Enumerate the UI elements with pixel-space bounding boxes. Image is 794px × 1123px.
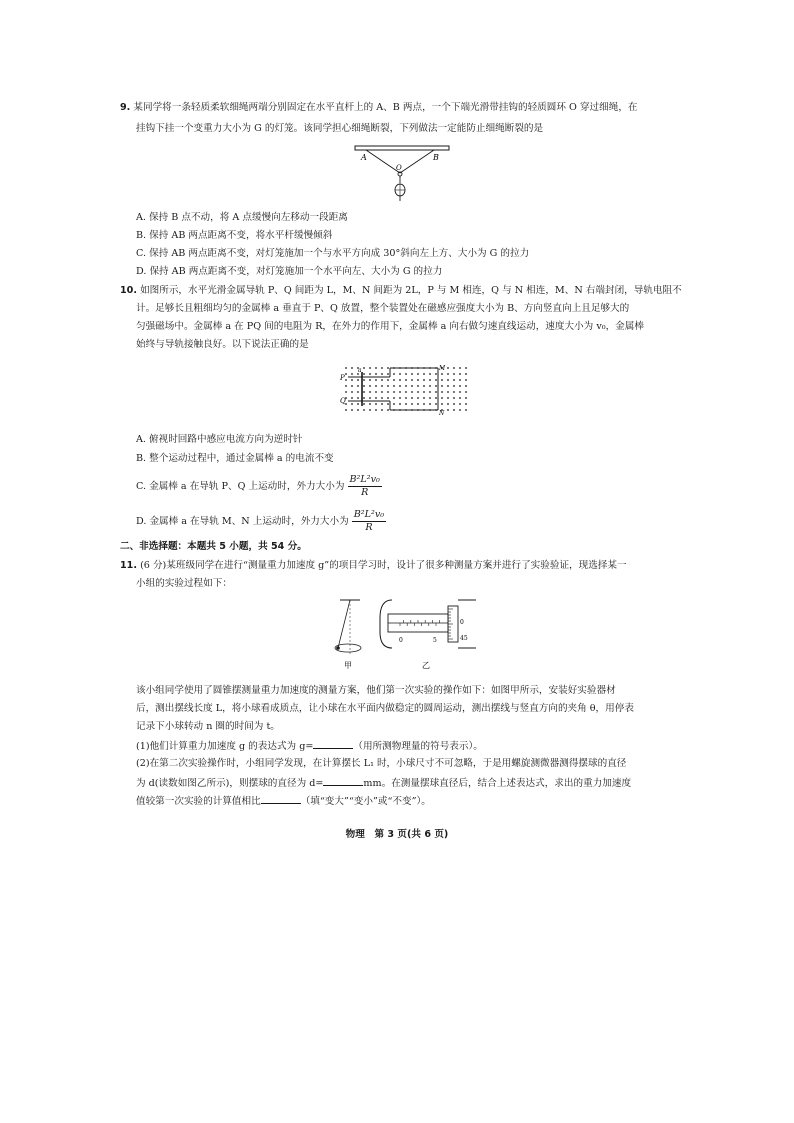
field-dot bbox=[453, 391, 455, 393]
field-dot bbox=[369, 409, 371, 411]
field-dot bbox=[447, 385, 449, 387]
field-dot bbox=[411, 403, 413, 405]
micrometer-frame bbox=[380, 600, 392, 648]
q9-line1 bbox=[120, 101, 638, 115]
label-m: M bbox=[439, 365, 446, 372]
q11-sub2-text-c: 值较第一次实验的计算值相比 bbox=[136, 796, 261, 807]
field-dot bbox=[417, 403, 419, 405]
field-dot bbox=[351, 403, 353, 405]
field-dot bbox=[351, 379, 353, 381]
field-dot bbox=[369, 379, 371, 381]
q10-line4: 始终与导轨接触良好。以下说法正确的是 bbox=[136, 339, 309, 350]
field-dot bbox=[381, 403, 383, 405]
q9-lantern-figure bbox=[350, 143, 454, 203]
field-dot bbox=[435, 397, 437, 399]
field-dot bbox=[369, 385, 371, 387]
field-dot bbox=[453, 409, 455, 411]
field-dot bbox=[345, 385, 347, 387]
field-dot bbox=[369, 373, 371, 375]
field-dot bbox=[465, 391, 467, 393]
field-dot bbox=[429, 403, 431, 405]
q10-line2: 计。足够长且粗细均匀的金属棒 a 垂直于 P、Q 放置，整个装置处在磁感应强度大小为 B、方向竖直向上且足够大的 bbox=[136, 303, 630, 314]
field-dot bbox=[351, 385, 353, 387]
field-dot bbox=[369, 403, 371, 405]
label-rod-a: a bbox=[358, 367, 362, 374]
q11-figures bbox=[330, 596, 480, 672]
field-dot bbox=[381, 373, 383, 375]
field-dot bbox=[399, 379, 401, 381]
field-dot bbox=[447, 409, 449, 411]
field-dot bbox=[375, 391, 377, 393]
sleeve-label-0: 0 bbox=[399, 637, 403, 644]
field-dot bbox=[405, 391, 407, 393]
field-dot bbox=[381, 409, 383, 411]
label-b: B bbox=[433, 153, 439, 162]
field-dot bbox=[435, 373, 437, 375]
q11-sub1-text-b: （用所测物理量的符号表示）。 bbox=[353, 741, 483, 752]
field-dot bbox=[423, 391, 425, 393]
thimble-label-45: 45 bbox=[460, 635, 468, 642]
q9-option-a: A. 保持 B 点不动，将 A 点缓慢向左移动一段距离 bbox=[136, 212, 348, 223]
field-dot bbox=[465, 409, 467, 411]
field-dot bbox=[363, 409, 365, 411]
field-dot bbox=[459, 391, 461, 393]
field-dot bbox=[345, 367, 347, 369]
field-dot bbox=[345, 391, 347, 393]
field-dot bbox=[387, 379, 389, 381]
answer-blank-change[interactable] bbox=[261, 793, 301, 804]
field-dot bbox=[429, 379, 431, 381]
field-dot bbox=[381, 385, 383, 387]
q11-sub2-line2 bbox=[136, 775, 631, 791]
field-dot bbox=[435, 385, 437, 387]
field-dot bbox=[465, 379, 467, 381]
field-dot bbox=[459, 385, 461, 387]
field-dot bbox=[393, 385, 395, 387]
q11-sub2-line1: (2)在第二次实验操作时，小组同学发现，在计算摆长 L₁ 时，小球尺寸不可忽略，于是用螺旋测微器测得摆球的直径 bbox=[136, 758, 627, 769]
field-dot bbox=[411, 379, 413, 381]
pendulum-string bbox=[338, 600, 350, 648]
field-dot bbox=[465, 373, 467, 375]
rope-right bbox=[400, 150, 434, 173]
field-dot bbox=[423, 385, 425, 387]
sleeve-label-5: 5 bbox=[433, 637, 437, 644]
field-dot bbox=[405, 385, 407, 387]
field-dot bbox=[465, 367, 467, 369]
field-dot bbox=[357, 385, 359, 387]
field-dot bbox=[369, 391, 371, 393]
q9-option-b: B. 保持 AB 两点距离不变，将水平杆缓慢倾斜 bbox=[136, 230, 333, 241]
q11-sub2-text-a: 为 d(读数如图乙所示)，则摆球的直径为 d= bbox=[136, 778, 324, 789]
field-dot bbox=[405, 373, 407, 375]
field-dot bbox=[369, 367, 371, 369]
field-dot bbox=[441, 391, 443, 393]
field-dot bbox=[435, 379, 437, 381]
page-footer: 物理 第 3 页(共 6 页) bbox=[345, 829, 449, 840]
label-n: N bbox=[439, 410, 445, 416]
q10-option-b: B. 整个运动过程中，通过金属棒 a 的电流不变 bbox=[136, 453, 334, 464]
field-dot bbox=[453, 385, 455, 387]
fraction-d-numerator: B²L²v₀ bbox=[353, 509, 385, 520]
field-dot bbox=[447, 367, 449, 369]
fraction-c-numerator: B²L²v₀ bbox=[349, 474, 380, 485]
field-dot bbox=[447, 373, 449, 375]
q9-number: 9. bbox=[120, 102, 131, 113]
field-dot bbox=[405, 379, 407, 381]
field-dot bbox=[453, 373, 455, 375]
q10-text-1: 如图所示，水平光滑金属导轨 P、Q 间距为 L，M、N 间距为 2L，P 与 M 相连，Q 与 N 相连，M、N 右端封闭，导轨电阻不 bbox=[140, 285, 682, 296]
label-o: O bbox=[396, 164, 402, 172]
field-dot bbox=[345, 379, 347, 381]
thimble-label-0: 0 bbox=[460, 619, 464, 626]
field-dot bbox=[375, 379, 377, 381]
q11-sub2-text-b: mm。在测量摆球直径后，结合上述表达式，求出的重力加速度 bbox=[363, 778, 632, 789]
field-dot bbox=[363, 391, 365, 393]
label-q: Q bbox=[340, 397, 346, 405]
field-dot bbox=[411, 373, 413, 375]
field-dot bbox=[363, 379, 365, 381]
field-dot bbox=[387, 391, 389, 393]
field-dot bbox=[381, 367, 383, 369]
q11-number: 11. bbox=[120, 560, 137, 571]
field-dot bbox=[375, 385, 377, 387]
field-dot bbox=[459, 403, 461, 405]
q11-text-1: (6 分)某班级同学在进行“测量重力加速度 g”的项目学习时，设计了很多种测量方案并进行了实验验证，现选择某一 bbox=[140, 560, 627, 571]
field-dot bbox=[441, 403, 443, 405]
field-dot bbox=[393, 379, 395, 381]
field-dot bbox=[441, 397, 443, 399]
field-dot bbox=[387, 385, 389, 387]
field-dot bbox=[423, 403, 425, 405]
fraction-d bbox=[352, 509, 386, 534]
answer-blank-g[interactable] bbox=[313, 738, 353, 749]
field-dot bbox=[399, 385, 401, 387]
field-dot bbox=[357, 403, 359, 405]
field-dot bbox=[441, 379, 443, 381]
field-dot bbox=[447, 391, 449, 393]
q11-sub2-line3 bbox=[136, 793, 431, 809]
q11-para-1: 该小组同学使用了圆锥摆测量重力加速度的测量方案，他们第一次实验的操作如下：如图甲所示，安装好实验器材 bbox=[136, 685, 616, 696]
field-dot bbox=[453, 379, 455, 381]
field-dot bbox=[411, 397, 413, 399]
field-dot bbox=[351, 409, 353, 411]
q9-option-d: D. 保持 AB 两点距离不变，对灯笼施加一个水平向左、大小为 G 的拉力 bbox=[136, 266, 443, 277]
field-dot bbox=[399, 397, 401, 399]
field-dot bbox=[363, 403, 365, 405]
field-dot bbox=[429, 373, 431, 375]
field-dot bbox=[351, 397, 353, 399]
field-dot bbox=[453, 367, 455, 369]
field-dot bbox=[465, 403, 467, 405]
field-dot bbox=[459, 409, 461, 411]
field-dot bbox=[381, 397, 383, 399]
q11-line1 bbox=[120, 559, 627, 573]
field-dot bbox=[417, 391, 419, 393]
field-dot bbox=[453, 397, 455, 399]
field-dot bbox=[393, 403, 395, 405]
field-dot bbox=[393, 373, 395, 375]
field-dot bbox=[423, 373, 425, 375]
field-dot bbox=[465, 385, 467, 387]
q9-line2: 挂钩下挂一个变重力大小为 G 的灯笼。该同学担心细绳断裂，下列做法一定能防止细绳断裂的是 bbox=[136, 123, 544, 134]
field-dot bbox=[435, 391, 437, 393]
field-dot bbox=[381, 391, 383, 393]
field-dot bbox=[387, 403, 389, 405]
field-dot bbox=[357, 397, 359, 399]
field-dot bbox=[357, 379, 359, 381]
thimble-ticks bbox=[448, 609, 453, 639]
field-dot bbox=[375, 397, 377, 399]
field-dot bbox=[387, 397, 389, 399]
field-dot bbox=[357, 391, 359, 393]
field-dot bbox=[411, 391, 413, 393]
q10-number: 10. bbox=[120, 285, 137, 296]
label-a: A bbox=[361, 153, 367, 162]
field-dot bbox=[393, 391, 395, 393]
field-dot bbox=[345, 409, 347, 411]
fraction-d-denominator: R bbox=[365, 522, 373, 533]
q11-sub1 bbox=[136, 738, 483, 754]
field-dot bbox=[465, 397, 467, 399]
field-dot bbox=[375, 373, 377, 375]
q10-rail-figure bbox=[338, 364, 478, 416]
label-jia: 甲 bbox=[344, 661, 352, 670]
q11-line2: 小组的实验过程如下： bbox=[136, 578, 232, 589]
field-dot bbox=[405, 397, 407, 399]
q9-option-c: C. 保持 AB 两点距离不变，对灯笼施加一个与水平方向成 30°斜向左上方、大小为 G 的拉力 bbox=[136, 248, 530, 259]
field-dot bbox=[387, 373, 389, 375]
field-dot bbox=[459, 367, 461, 369]
pendulum-ball bbox=[336, 646, 340, 650]
field-dot bbox=[399, 391, 401, 393]
label-p: P bbox=[340, 374, 345, 382]
field-dot bbox=[351, 373, 353, 375]
fraction-c bbox=[348, 474, 382, 499]
field-dot bbox=[387, 367, 389, 369]
q11-para-3: 记录下小球转动 n 圈的时间为 t。 bbox=[136, 721, 280, 732]
q9-text-1: 某同学将一条轻质柔软细绳两端分别固定在水平直杆上的 A、B 两点，一个下端光滑带挂钩的轻质圆环 O 穿过细绳，在 bbox=[133, 102, 638, 113]
field-dot bbox=[441, 385, 443, 387]
field-dot bbox=[381, 379, 383, 381]
field-dot bbox=[417, 385, 419, 387]
q10-option-c-text: C. 金属棒 a 在导轨 P、Q 上运动时，外力大小为 bbox=[136, 481, 345, 492]
field-dot bbox=[423, 379, 425, 381]
field-dot bbox=[369, 397, 371, 399]
field-dot bbox=[447, 379, 449, 381]
rope-left bbox=[366, 150, 400, 173]
q10-line3: 匀强磁场中。金属棒 a 在 PQ 间的电阻为 R，在外力的作用下，金属棒 a 向右做匀速直线运动，速度大小为 v₀，金属棒 bbox=[136, 321, 644, 332]
field-dot bbox=[399, 403, 401, 405]
field-dot bbox=[351, 391, 353, 393]
field-dot bbox=[423, 397, 425, 399]
answer-blank-d[interactable] bbox=[323, 775, 363, 786]
field-dot bbox=[447, 403, 449, 405]
q10-line1 bbox=[120, 284, 682, 298]
field-dot bbox=[453, 403, 455, 405]
field-dot bbox=[459, 373, 461, 375]
label-yi: 乙 bbox=[422, 661, 430, 670]
field-dot bbox=[345, 373, 347, 375]
field-dot bbox=[417, 373, 419, 375]
field-dot bbox=[411, 385, 413, 387]
field-dot bbox=[417, 379, 419, 381]
field-dot bbox=[363, 397, 365, 399]
q11-sub1-text-a: (1)他们计算重力加速度 g 的表达式为 g= bbox=[136, 741, 314, 752]
field-dot bbox=[441, 373, 443, 375]
field-dot bbox=[429, 385, 431, 387]
field-dot bbox=[429, 397, 431, 399]
q10-option-c bbox=[136, 474, 382, 499]
field-dot bbox=[363, 385, 365, 387]
field-dot bbox=[429, 391, 431, 393]
field-dot bbox=[363, 367, 365, 369]
field-dot bbox=[375, 403, 377, 405]
q10-option-d bbox=[136, 509, 386, 534]
field-dot bbox=[363, 373, 365, 375]
field-dot bbox=[435, 403, 437, 405]
q11-sub2-text-d: （填“变大”“变小”或“不变”）。 bbox=[300, 796, 431, 807]
horizontal-rod bbox=[355, 146, 449, 150]
fraction-c-denominator: R bbox=[361, 487, 369, 498]
section-2-heading: 二、非选择题：本题共 5 小题，共 54 分。 bbox=[120, 541, 307, 552]
field-dot bbox=[387, 409, 389, 411]
field-dot bbox=[357, 409, 359, 411]
field-dot bbox=[405, 403, 407, 405]
field-dot bbox=[459, 397, 461, 399]
q10-option-d-text: D. 金属棒 a 在导轨 M、N 上运动时，外力大小为 bbox=[136, 516, 349, 527]
field-dot bbox=[399, 373, 401, 375]
field-dot bbox=[393, 397, 395, 399]
field-dot bbox=[351, 367, 353, 369]
field-dot bbox=[447, 397, 449, 399]
q11-para-2: 后，测出摆线长度 L，将小球看成质点，让小球在水平面内做稳定的圆周运动，测出摆线与竖直方向的夹角 θ，用停表 bbox=[136, 703, 634, 714]
q10-option-a: A. 俯视时回路中感应电流方向为逆时针 bbox=[136, 434, 303, 445]
field-dot bbox=[375, 409, 377, 411]
magnetic-field-dots bbox=[345, 367, 467, 411]
field-dot bbox=[417, 397, 419, 399]
field-dot bbox=[375, 367, 377, 369]
field-dot bbox=[459, 379, 461, 381]
